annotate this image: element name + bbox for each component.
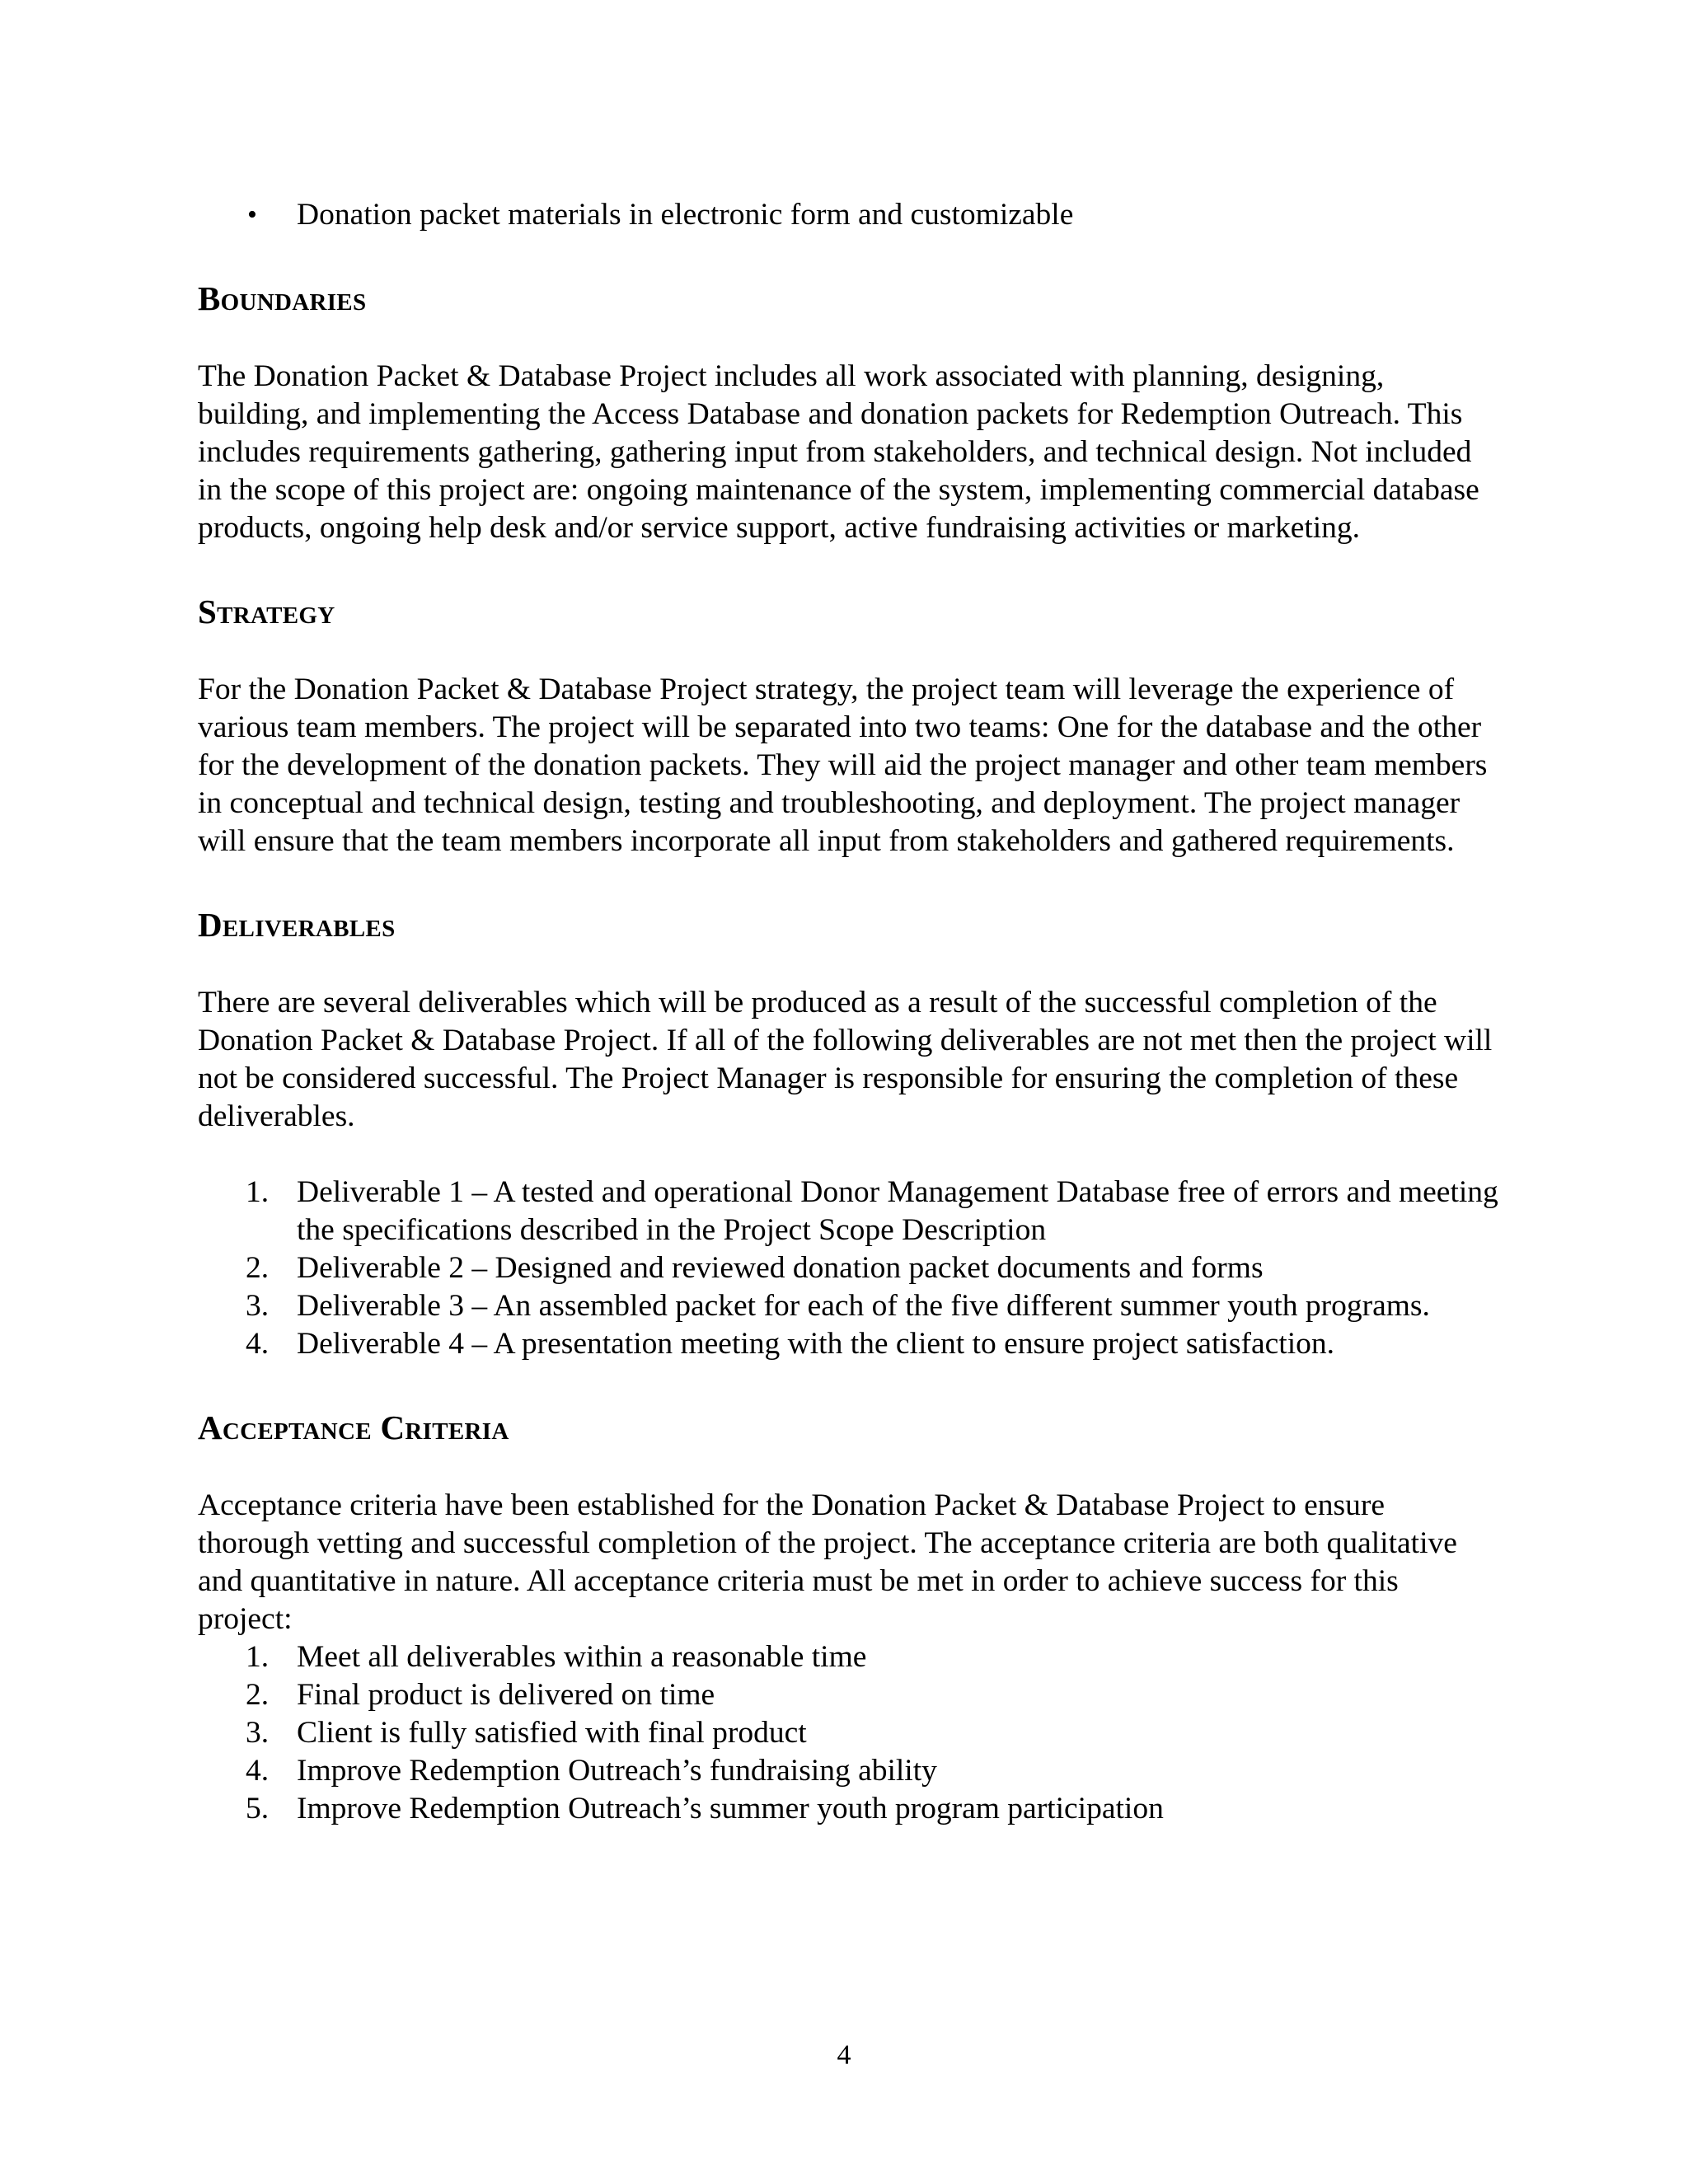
criteria-item <box>198 1676 1500 1714</box>
list-number: 4. <box>246 1754 270 1788</box>
deliverable-item <box>198 1249 1500 1287</box>
deliverables-paragraph: There are several deliverables which will be produced as a result of the successful completion of the Donation Packet & Database Project. If all of the following deliverables are not met then the project will not be considered successful. The Project Manager is responsible for ensuring the completion of these deliverables. <box>198 986 1493 1133</box>
list-text: Deliverable 4 – A presentation meeting with the client to ensure project satisfaction. <box>297 1327 1334 1361</box>
deliverables-heading: Deliverables <box>198 906 396 944</box>
list-number: 1. <box>246 1175 270 1209</box>
acceptance-list <box>198 1638 1500 1828</box>
list-text: Deliverable 2 – Designed and reviewed donation packet documents and forms <box>297 1251 1264 1285</box>
list-number: 2. <box>246 1251 270 1285</box>
page-number: 4 <box>837 2040 851 2070</box>
list-text: Client is fully satisfied with final product <box>297 1716 807 1750</box>
list-text: Improve Redemption Outreach’s fundraising ability <box>297 1754 937 1788</box>
criteria-item <box>198 1638 1500 1676</box>
acceptance-heading: Acceptance Criteria <box>198 1408 509 1446</box>
deliverable-item <box>198 1325 1500 1363</box>
list-text: Final product is delivered on time <box>297 1678 715 1712</box>
page-content <box>198 196 1500 1828</box>
boundaries-heading: Boundaries <box>198 279 367 317</box>
deliverable-item <box>198 1174 1500 1249</box>
criteria-item <box>198 1752 1500 1790</box>
list-text: Improve Redemption Outreach’s summer youth program participation <box>297 1792 1164 1825</box>
top-bullet-list <box>198 196 1500 234</box>
criteria-item <box>198 1790 1500 1828</box>
list-number: 3. <box>246 1289 270 1323</box>
list-text: Deliverable 3 – An assembled packet for each of the five different summer youth programs. <box>297 1289 1430 1323</box>
list-number: 1. <box>246 1640 270 1674</box>
list-number: 2. <box>246 1678 270 1712</box>
deliverables-list <box>198 1174 1500 1363</box>
list-text: Deliverable 1 – A tested and operational Donor Management Database free of errors and meeting the specifications described in the Project Scope Description <box>297 1175 1498 1247</box>
strategy-paragraph: For the Donation Packet & Database Project strategy, the project team will leverage the experience of various team members. The project will be separated into two teams: One for the database and the other for the development of the donation packets. They will aid the project manager and other team members in conceptual and technical design, testing and troubleshooting, and deployment. The project manager will ensure that the team members incorporate all input from stakeholders and gathered requirements. <box>198 673 1488 858</box>
strategy-heading: Strategy <box>198 593 335 630</box>
deliverable-item <box>198 1287 1500 1325</box>
list-number: 3. <box>246 1716 270 1750</box>
acceptance-paragraph: Acceptance criteria have been established for the Donation Packet & Database Project to ensure thorough vetting and successful completion of the project. The acceptance criteria are both qualitative and quantitative in nature. All acceptance criteria must be met in order to achieve success for this project: <box>198 1488 1457 1636</box>
list-text: Meet all deliverables within a reasonable time <box>297 1640 867 1674</box>
boundaries-paragraph: The Donation Packet & Database Project includes all work associated with planning, designing, building, and implementing the Access Database and donation packets for Redemption Outreach. This includes requirements gathering, gathering input from stakeholders, and technical design. Not included in the scope of this project are: ongoing maintenance of the system, implementing commercial database products, ongoing help desk and/or service support, active fundraising activities or marketing. <box>198 359 1479 545</box>
criteria-item <box>198 1714 1500 1752</box>
list-number: 4. <box>246 1327 270 1361</box>
bullet-item: • Donation packet materials in electronic form and customizable <box>198 196 1500 234</box>
list-number: 5. <box>246 1792 270 1825</box>
